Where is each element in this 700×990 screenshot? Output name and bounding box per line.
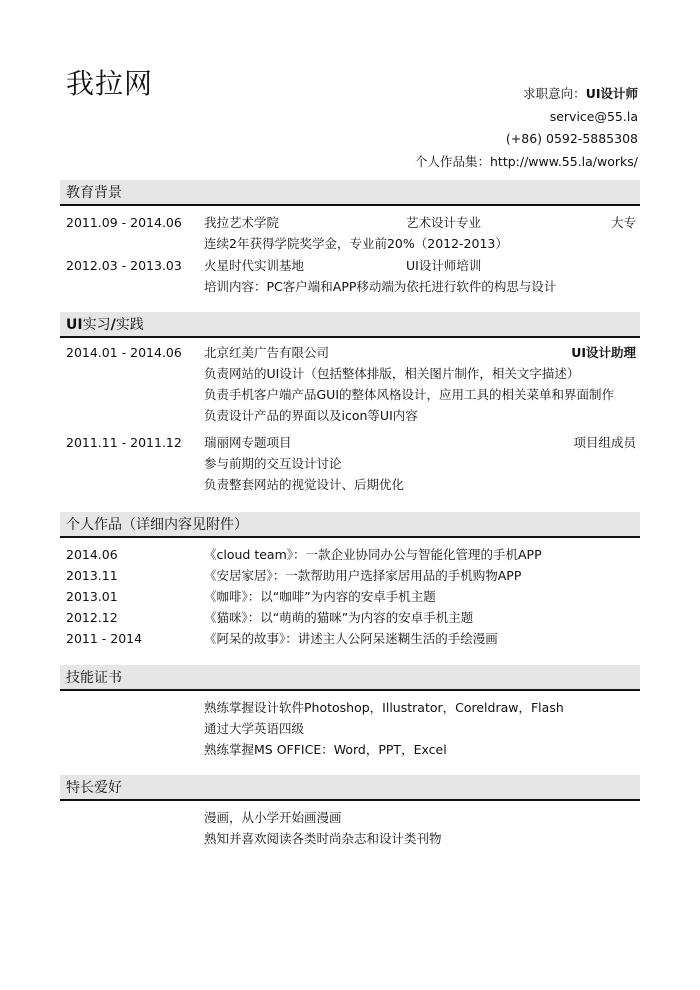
section-title-practice [60, 312, 640, 338]
education-major: 艺术设计专业 [406, 215, 482, 230]
section-practice [60, 312, 640, 495]
section-title-skills: 技能证书 [60, 665, 640, 691]
work-item [60, 586, 640, 607]
portfolio-label: 个人作品集： [414, 153, 490, 169]
job-detail [60, 363, 640, 384]
skill-item [60, 697, 640, 718]
training-detail-text: 培训内容：PC客户端和APP移动端为依托进行软件的构思与设计 [204, 279, 557, 294]
education-detail-text: 连续2年获得学院奖学金，专业前20%（2012-2013） [204, 236, 508, 251]
work-desc: 《cloud team》：一款企业协同办公与智能化管理的手机APP [204, 547, 542, 562]
section-education [60, 180, 640, 297]
job-intent-value: UI设计师 [585, 86, 638, 101]
work-item [60, 565, 640, 586]
section-hobbies [60, 775, 640, 849]
work-date: 2012.12 [66, 610, 118, 625]
title-practice: 实践 [115, 317, 144, 333]
title-ui: UI [66, 317, 83, 333]
work-desc: 《阿呆的故事》：讲述主人公阿呆迷糊生活的手绘漫画 [204, 631, 498, 646]
work-date: 2013.01 [66, 589, 118, 604]
work-date: 2014.06 [66, 547, 118, 562]
education-date: 2011.09 - 2014.06 [66, 215, 182, 230]
section-title-education: 教育背景 [60, 180, 640, 206]
work-date: 2011 - 2014 [66, 631, 143, 646]
hobby-text: 熟知并喜欢阅读各类时尚杂志和设计类刊物 [204, 831, 442, 846]
work-item [60, 607, 640, 628]
job2-date: 2011.11 - 2011.12 [66, 435, 182, 450]
skill-text: 熟练掌握MS OFFICE：Word，PPT，Excel [204, 742, 447, 757]
job-detail [60, 384, 640, 405]
work-item [60, 544, 640, 565]
job-detail [60, 405, 640, 426]
email[interactable]: service@55.la [549, 108, 638, 124]
education-detail [60, 233, 640, 254]
hobby-item [60, 828, 640, 849]
job1-detail-1: 负责网站的UI设计（包括整体排版，相关图片制作，相关文字描述） [204, 366, 580, 381]
training-program: UI设计师培训 [406, 258, 482, 273]
job1-detail-2: 负责手机客户端产品GUI的整体风格设计，应用工具的相关菜单和界面制作 [204, 387, 615, 402]
education-degree: 大专 [610, 215, 636, 230]
title-slash: / [110, 317, 116, 333]
phone: (+86) 0592-5885308 [505, 131, 638, 146]
job-intent [415, 83, 638, 106]
portfolio [415, 151, 638, 174]
training-detail [60, 276, 640, 297]
hobby-text: 漫画，从小学开始画漫画 [204, 810, 342, 825]
job2-detail-2: 负责整套网站的视觉设计、后期优化 [204, 477, 405, 492]
portfolio-link[interactable]: http://www.55.la/works/ [490, 153, 638, 169]
work-desc: 《猫咪》：以“萌萌的猫咪”为内容的安卓手机主题 [204, 610, 474, 625]
skill-item [60, 718, 640, 739]
skill-text: 熟练掌握设计软件Photoshop，Illustrator，Coreldraw，Flash [204, 700, 564, 715]
job-row [60, 342, 640, 363]
section-skills [60, 665, 640, 760]
job-detail [60, 453, 640, 474]
training-school: 火星时代实训基地 [204, 258, 305, 273]
education-school: 我拉艺术学院 [204, 215, 280, 230]
job2-project: 瑞丽网专题项目 [204, 435, 292, 450]
job2-detail-1: 参与前期的交互设计讨论 [204, 456, 342, 471]
title-internship: 实习 [82, 317, 111, 333]
work-desc: 《咖啡》：以“咖啡”为内容的安卓手机主题 [204, 589, 436, 604]
job1-company: 北京红美广告有限公司 [204, 345, 330, 360]
education-row [60, 255, 640, 276]
training-date: 2012.03 - 2013.03 [66, 258, 182, 273]
hobby-item [60, 807, 640, 828]
work-desc: 《安居家居》：一款帮助用户选择家居用品的手机购物APP [204, 568, 522, 583]
contact-block [415, 83, 638, 173]
job1-detail-3: 负责设计产品的界面以及icon等UI内容 [204, 408, 418, 423]
section-title-works: 个人作品（详细内容见附件） [60, 512, 640, 538]
job-row [60, 432, 640, 453]
skill-item [60, 739, 640, 760]
skill-text: 通过大学英语四级 [204, 721, 305, 736]
section-works [60, 512, 640, 649]
work-item [60, 628, 640, 649]
work-date: 2013.11 [66, 568, 118, 583]
education-row [60, 212, 640, 233]
job2-role: 项目组成员 [573, 435, 636, 450]
resume-name: 我拉网 [66, 67, 154, 100]
section-title-hobbies: 特长爱好 [60, 775, 640, 801]
job-detail [60, 474, 640, 495]
job1-date: 2014.01 - 2014.06 [66, 345, 182, 360]
job1-role: UI设计助理 [571, 345, 636, 360]
job-intent-label: 求职意向： [523, 86, 586, 101]
